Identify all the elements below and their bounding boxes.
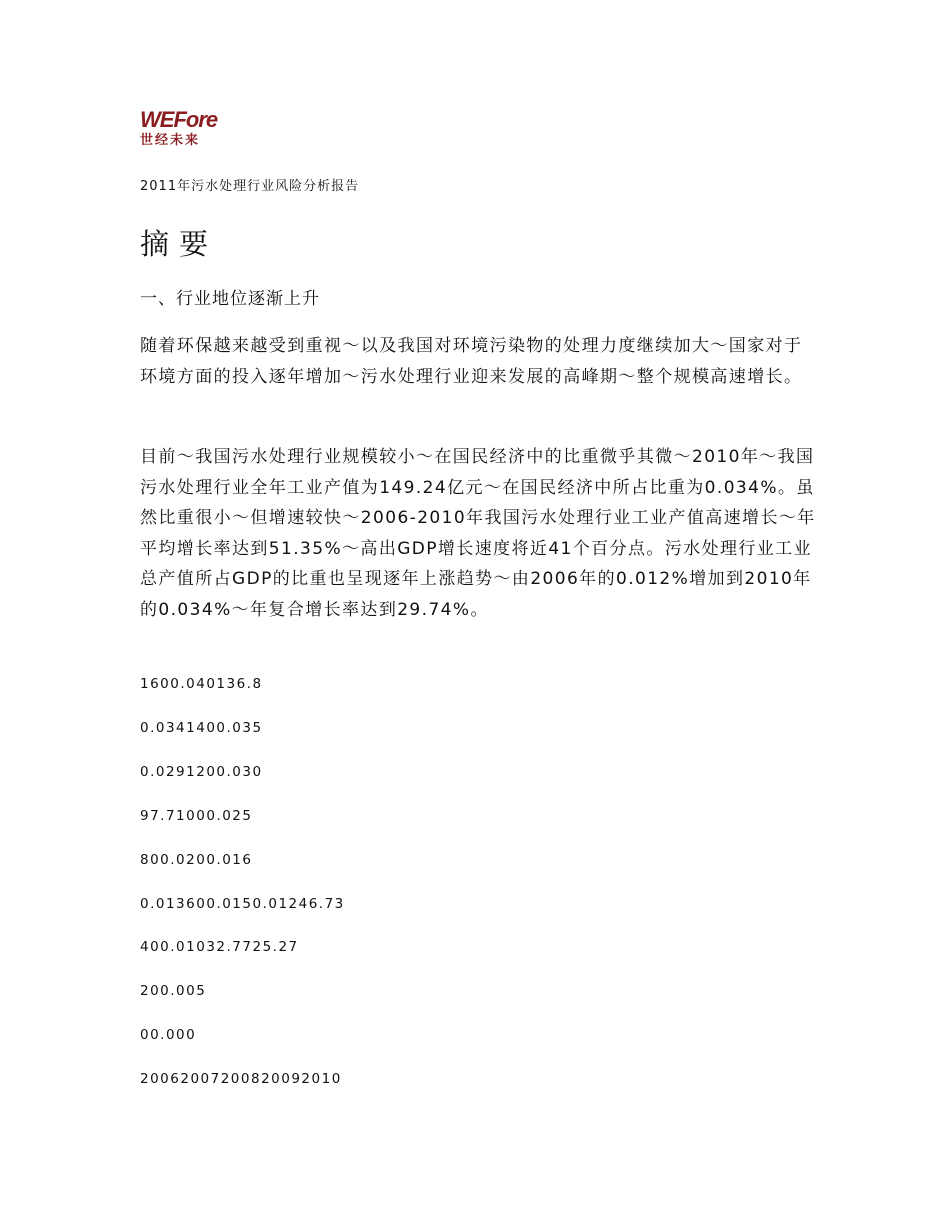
data-line: 20062007200820092010: [140, 1071, 342, 1087]
brand-logo-latin: WEFore: [140, 107, 218, 132]
data-line: 0.0291200.030: [140, 764, 263, 780]
data-line: 200.005: [140, 983, 207, 999]
paragraph-2: 目前～我国污水处理行业规模较小～在国民经济中的比重微乎其微～2010年～我国污水处理行业全年工业产值为149.24亿元～在国民经济中所占比重为0.034%。虽然比重很小～但增速较快～2006-2010年我国污水处理行业工业产值高速增长～年平均增长率达到51.35%～高出GDP增长速度将近41个百分点。污水处理行业工业总产值所占GDP的比重也呈现逐年上涨趋势～由2006年的0.012%增加到2010年的0.034%～年复合增长率达到29.74%。: [140, 447, 816, 620]
data-line: 1600.040136.8: [140, 676, 263, 692]
summary-heading: 摘要: [140, 227, 219, 261]
data-line: 800.0200.016: [140, 852, 253, 868]
report-title: 2011年污水处理行业风险分析报告: [140, 179, 360, 194]
section-heading: 一、行业地位逐渐上升: [140, 289, 320, 309]
data-line: 00.000: [140, 1027, 197, 1043]
data-line: 97.71000.025: [140, 808, 253, 824]
data-line: 0.0341400.035: [140, 720, 263, 736]
brand-logo: [140, 108, 236, 152]
paragraph-1: 随着环保越来越受到重视～以及我国对环境污染物的处理力度继续加大～国家对于环境方面的投入逐年增加～污水处理行业迎来发展的高峰期～整个规模高速增长。: [140, 336, 803, 387]
brand-logo-chinese: 世经未来: [140, 133, 201, 148]
data-line: 0.013600.0150.01246.73: [140, 896, 345, 912]
data-line: 400.01032.7725.27: [140, 939, 299, 955]
